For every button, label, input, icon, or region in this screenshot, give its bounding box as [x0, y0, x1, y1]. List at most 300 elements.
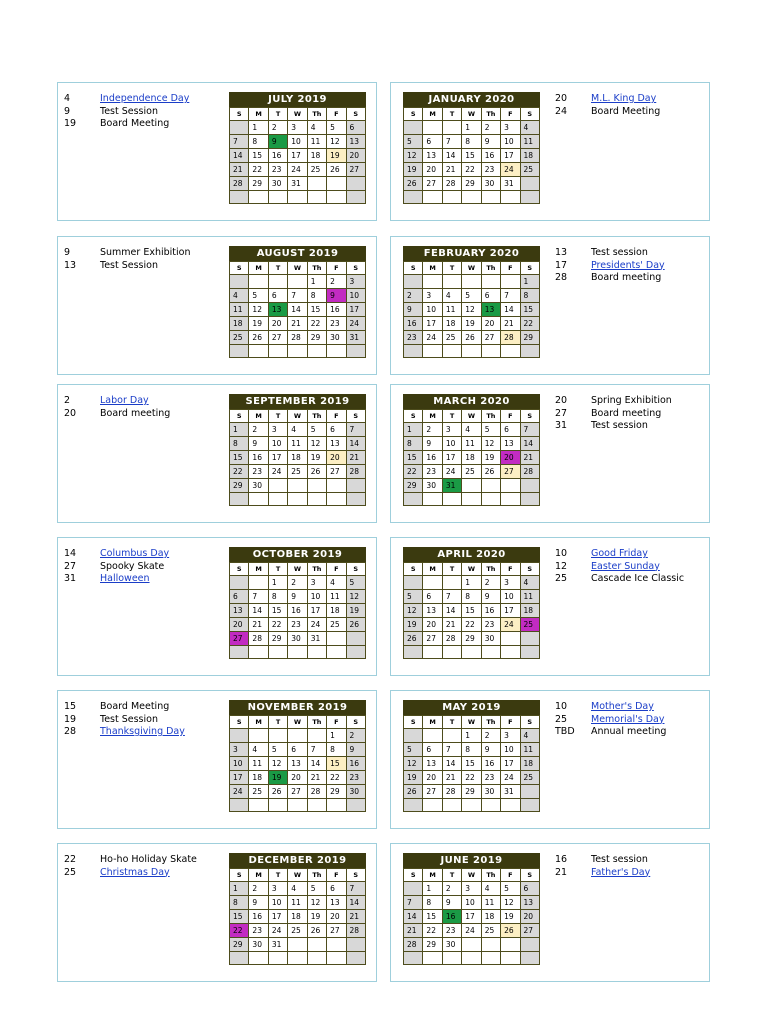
day-cell: 8: [404, 437, 423, 451]
day-cell: 19: [462, 317, 481, 331]
day-cell: 1: [327, 729, 346, 743]
day-cell: 3: [501, 121, 520, 135]
day-cell: 23: [288, 618, 307, 632]
event-link[interactable]: Halloween: [100, 573, 150, 584]
day-cell: [423, 952, 442, 965]
day-cell: [520, 799, 539, 812]
weekday-header: S: [230, 716, 249, 729]
day-cell: 12: [501, 896, 520, 910]
day-cell: 24: [268, 465, 287, 479]
day-cell: 6: [423, 135, 442, 149]
day-cell: [346, 938, 365, 952]
day-cell: 24: [423, 331, 442, 345]
month-panel: [390, 236, 710, 375]
day-cell: 21: [230, 163, 249, 177]
day-cell: 7: [346, 882, 365, 896]
day-cell: [230, 345, 249, 358]
day-cell: [327, 479, 346, 493]
event-date: 28: [555, 272, 568, 283]
day-cell: [327, 177, 346, 191]
day-cell: 9: [481, 743, 500, 757]
day-cell: 13: [346, 135, 365, 149]
day-cell: [288, 493, 307, 506]
day-cell: 29: [268, 632, 287, 646]
day-cell: [442, 646, 461, 659]
events-list: [64, 247, 190, 272]
day-cell: 26: [327, 163, 346, 177]
day-cell: [423, 493, 442, 506]
day-cell: [346, 345, 365, 358]
day-cell: 27: [268, 331, 287, 345]
day-cell: 22: [423, 924, 442, 938]
day-cell: [268, 479, 287, 493]
month-panel: [57, 537, 377, 676]
day-cell: 22: [404, 465, 423, 479]
event-link[interactable]: Columbus Day: [100, 548, 170, 559]
event-link[interactable]: Father's Day: [591, 866, 651, 878]
event-link[interactable]: Christmas Day: [100, 866, 170, 878]
day-cell: 11: [307, 135, 326, 149]
weekday-header: M: [423, 262, 442, 275]
day-cell: 17: [501, 604, 520, 618]
weekday-header: T: [268, 262, 287, 275]
day-cell: 12: [404, 149, 423, 163]
day-cell: 24: [268, 924, 287, 938]
day-cell: 24: [501, 771, 520, 785]
day-cell: 9: [442, 896, 461, 910]
day-cell: 23: [327, 317, 346, 331]
day-cell: 2: [404, 289, 423, 303]
day-cell: [268, 275, 287, 289]
day-cell: 24: [230, 785, 249, 799]
day-cell: 4: [327, 576, 346, 590]
weekday-header: Th: [481, 410, 500, 423]
day-cell: 14: [346, 437, 365, 451]
day-cell: 29: [462, 177, 481, 191]
day-cell: 23: [404, 331, 423, 345]
day-cell: [423, 646, 442, 659]
day-cell: 5: [404, 590, 423, 604]
day-cell: 26: [404, 177, 423, 191]
day-cell: 20: [327, 910, 346, 924]
day-cell: 13: [520, 896, 539, 910]
weekday-header: F: [327, 716, 346, 729]
event-item: [64, 867, 197, 880]
day-cell: [462, 275, 481, 289]
weekday-header: S: [346, 716, 365, 729]
event-link[interactable]: Independence Day: [100, 93, 190, 104]
day-cell: 30: [327, 331, 346, 345]
month-calendar: [229, 853, 366, 965]
day-cell: 8: [268, 590, 287, 604]
day-cell: [346, 632, 365, 646]
day-cell: 28: [442, 785, 461, 799]
weekday-header: W: [288, 262, 307, 275]
event-name: Spring Exhibition: [591, 395, 672, 406]
weekday-header: S: [520, 563, 539, 576]
month-calendar: [403, 853, 540, 965]
event-link[interactable]: Thanksgiving Day: [100, 726, 185, 737]
day-cell: 28: [501, 331, 520, 345]
day-cell: 11: [520, 135, 539, 149]
day-cell: 9: [423, 437, 442, 451]
day-cell: 24: [307, 618, 326, 632]
day-cell: 19: [404, 618, 423, 632]
event-link[interactable]: Memorial's Day: [591, 713, 665, 725]
month-panel: [390, 384, 710, 523]
event-item: [64, 714, 185, 727]
day-cell: 30: [481, 632, 500, 646]
day-cell: 17: [462, 910, 481, 924]
event-name: Board meeting: [100, 407, 171, 419]
weekday-header: S: [346, 410, 365, 423]
day-cell: 8: [307, 289, 326, 303]
day-cell: 23: [442, 924, 461, 938]
day-cell: 22: [230, 924, 249, 938]
day-cell: 7: [230, 135, 249, 149]
day-cell: 15: [462, 149, 481, 163]
day-cell: 22: [327, 771, 346, 785]
day-cell: [520, 632, 539, 646]
day-cell: 14: [230, 149, 249, 163]
event-name: Test Session: [100, 713, 158, 725]
weekday-header: Th: [307, 410, 326, 423]
events-list: [64, 701, 185, 739]
month-panel: [390, 537, 710, 676]
day-cell: 30: [346, 785, 365, 799]
day-cell: [346, 479, 365, 493]
day-cell: [249, 952, 268, 965]
event-date: 16: [555, 854, 568, 865]
day-cell: 22: [462, 163, 481, 177]
day-cell: 25: [327, 618, 346, 632]
day-cell: [249, 576, 268, 590]
day-cell: 2: [249, 423, 268, 437]
month-title: NOVEMBER 2019: [229, 700, 366, 715]
day-cell: 30: [288, 632, 307, 646]
weekday-header: F: [327, 262, 346, 275]
weekday-header: F: [501, 716, 520, 729]
day-cell: 26: [346, 618, 365, 632]
day-cell: 19: [481, 451, 500, 465]
day-cell: [327, 632, 346, 646]
day-cell: [346, 191, 365, 204]
day-cell: 7: [442, 135, 461, 149]
weekday-header: T: [268, 716, 287, 729]
day-cell: 9: [288, 590, 307, 604]
event-link[interactable]: Good Friday: [591, 548, 648, 559]
day-cell: [520, 952, 539, 965]
month-title: FEBRUARY 2020: [403, 246, 540, 261]
event-item: [64, 395, 170, 408]
day-cell: 13: [423, 604, 442, 618]
day-cell: 16: [481, 757, 500, 771]
day-cell: [268, 191, 287, 204]
weekday-header: T: [442, 563, 461, 576]
day-cell: 15: [462, 604, 481, 618]
weekday-header: S: [346, 262, 365, 275]
day-cell: [230, 729, 249, 743]
day-cell: 16: [423, 451, 442, 465]
day-grid: [403, 261, 540, 358]
day-cell: 8: [230, 896, 249, 910]
day-cell: 22: [462, 618, 481, 632]
day-cell: 7: [288, 289, 307, 303]
weekday-header: F: [501, 869, 520, 882]
day-cell: 7: [520, 423, 539, 437]
day-cell: 20: [346, 149, 365, 163]
weekday-header: T: [442, 716, 461, 729]
day-cell: [230, 646, 249, 659]
day-cell: 27: [327, 924, 346, 938]
month-panel: [57, 843, 377, 982]
day-cell: 3: [307, 576, 326, 590]
day-cell: 3: [268, 882, 287, 896]
day-cell: 4: [249, 743, 268, 757]
day-cell: [268, 729, 287, 743]
day-cell: 12: [307, 437, 326, 451]
event-link[interactable]: Mother's Day: [591, 701, 654, 712]
day-cell: [404, 345, 423, 358]
day-cell: 26: [404, 632, 423, 646]
day-cell: 12: [346, 590, 365, 604]
day-cell: [327, 646, 346, 659]
day-cell: 20: [423, 163, 442, 177]
day-cell: 6: [327, 882, 346, 896]
day-cell: 11: [462, 437, 481, 451]
day-cell: 14: [442, 757, 461, 771]
day-cell: 18: [249, 771, 268, 785]
weekday-header: S: [346, 108, 365, 121]
day-grid: [403, 562, 540, 659]
day-grid: [229, 562, 366, 659]
day-cell: 26: [501, 924, 520, 938]
day-cell: 12: [404, 757, 423, 771]
weekday-header: S: [404, 563, 423, 576]
day-cell: [288, 479, 307, 493]
day-cell: 9: [327, 289, 346, 303]
weekday-header: S: [346, 869, 365, 882]
day-cell: 28: [442, 632, 461, 646]
day-cell: 11: [520, 743, 539, 757]
month-calendar: [229, 394, 366, 506]
day-cell: 27: [520, 924, 539, 938]
day-cell: 9: [268, 135, 287, 149]
day-cell: [423, 121, 442, 135]
day-cell: [230, 191, 249, 204]
day-cell: 11: [481, 896, 500, 910]
day-cell: 3: [230, 743, 249, 757]
day-cell: [501, 952, 520, 965]
event-date: 17: [555, 259, 568, 271]
day-cell: 17: [442, 451, 461, 465]
day-cell: [462, 799, 481, 812]
month-calendar: [403, 547, 540, 659]
day-cell: 4: [481, 882, 500, 896]
day-grid: [403, 715, 540, 812]
day-cell: [307, 938, 326, 952]
weekday-header: S: [404, 108, 423, 121]
event-name: Board Meeting: [100, 118, 170, 129]
day-cell: [327, 493, 346, 506]
event-item: [64, 106, 189, 119]
event-item: [555, 561, 684, 574]
day-cell: 5: [307, 423, 326, 437]
day-cell: 15: [327, 757, 346, 771]
day-cell: [501, 646, 520, 659]
weekday-header: S: [520, 108, 539, 121]
day-cell: [346, 952, 365, 965]
weekday-header: T: [442, 262, 461, 275]
day-cell: 21: [442, 618, 461, 632]
event-date: 25: [64, 866, 77, 878]
event-date: 25: [555, 713, 568, 725]
day-cell: 31: [501, 177, 520, 191]
day-cell: 2: [423, 423, 442, 437]
day-cell: 26: [249, 331, 268, 345]
day-cell: 27: [288, 785, 307, 799]
day-cell: 14: [520, 437, 539, 451]
day-cell: 30: [481, 785, 500, 799]
event-item: [555, 420, 672, 433]
day-cell: 15: [462, 757, 481, 771]
month-title: DECEMBER 2019: [229, 853, 366, 868]
day-cell: 3: [423, 289, 442, 303]
weekday-header: W: [462, 563, 481, 576]
day-cell: 27: [230, 632, 249, 646]
event-date: 24: [555, 105, 568, 117]
day-cell: [462, 493, 481, 506]
day-cell: [307, 493, 326, 506]
event-name: Test Session: [100, 259, 158, 271]
day-cell: 31: [268, 938, 287, 952]
day-cell: 16: [327, 303, 346, 317]
day-cell: 21: [442, 163, 461, 177]
day-cell: [462, 646, 481, 659]
day-cell: 13: [230, 604, 249, 618]
month-title: SEPTEMBER 2019: [229, 394, 366, 409]
weekday-header: F: [327, 108, 346, 121]
month-panel: [57, 384, 377, 523]
day-cell: 20: [520, 910, 539, 924]
day-cell: 28: [442, 177, 461, 191]
event-item: [555, 726, 666, 739]
day-cell: 20: [423, 618, 442, 632]
day-cell: 29: [520, 331, 539, 345]
event-item: [64, 260, 190, 273]
event-item: [64, 118, 189, 131]
weekday-header: S: [520, 869, 539, 882]
day-cell: 11: [442, 303, 461, 317]
day-cell: 4: [288, 423, 307, 437]
day-cell: 12: [307, 896, 326, 910]
event-item: [64, 854, 197, 867]
day-cell: 2: [346, 729, 365, 743]
day-cell: 19: [346, 604, 365, 618]
day-cell: 3: [462, 882, 481, 896]
weekday-header: F: [501, 410, 520, 423]
day-cell: [307, 952, 326, 965]
day-cell: 24: [462, 924, 481, 938]
day-cell: 20: [230, 618, 249, 632]
day-cell: 3: [346, 275, 365, 289]
day-cell: 28: [404, 938, 423, 952]
day-cell: 12: [481, 437, 500, 451]
day-cell: 5: [268, 743, 287, 757]
event-link[interactable]: Easter Sunday: [591, 560, 660, 572]
event-date: 27: [64, 560, 77, 572]
day-cell: [481, 275, 500, 289]
day-cell: [288, 938, 307, 952]
events-list: [64, 548, 169, 586]
weekday-header: F: [327, 869, 346, 882]
weekday-header: T: [442, 410, 461, 423]
day-cell: [442, 576, 461, 590]
day-cell: 6: [501, 423, 520, 437]
day-cell: 14: [442, 149, 461, 163]
event-link[interactable]: Labor Day: [100, 395, 149, 406]
event-item: [64, 561, 169, 574]
month-panel: [57, 690, 377, 829]
day-cell: 9: [481, 590, 500, 604]
event-item: [64, 548, 169, 561]
events-list: [64, 854, 197, 879]
day-cell: 21: [346, 451, 365, 465]
day-cell: 2: [249, 882, 268, 896]
event-item: [555, 701, 666, 714]
day-cell: 23: [249, 465, 268, 479]
day-cell: [442, 121, 461, 135]
day-cell: 21: [307, 771, 326, 785]
event-date: 9: [64, 247, 71, 258]
event-date: 9: [64, 105, 71, 117]
day-cell: [327, 952, 346, 965]
day-cell: 29: [423, 938, 442, 952]
day-cell: 27: [501, 465, 520, 479]
weekday-header: Th: [481, 563, 500, 576]
event-date: 28: [64, 726, 77, 737]
day-cell: [481, 479, 500, 493]
weekday-header: F: [327, 410, 346, 423]
day-cell: 29: [249, 177, 268, 191]
day-cell: 7: [442, 743, 461, 757]
day-cell: [249, 729, 268, 743]
weekday-header: M: [249, 869, 268, 882]
day-cell: 17: [268, 451, 287, 465]
day-cell: 21: [288, 317, 307, 331]
event-link[interactable]: M.L. King Day: [591, 93, 657, 104]
weekday-header: S: [230, 262, 249, 275]
day-cell: [268, 799, 287, 812]
day-cell: [249, 191, 268, 204]
day-cell: [404, 882, 423, 896]
day-cell: 18: [288, 910, 307, 924]
day-cell: 31: [501, 785, 520, 799]
day-cell: [307, 799, 326, 812]
day-cell: [327, 191, 346, 204]
day-cell: 24: [442, 465, 461, 479]
day-cell: 25: [288, 924, 307, 938]
day-cell: 16: [249, 451, 268, 465]
day-cell: 18: [288, 451, 307, 465]
day-cell: [501, 632, 520, 646]
event-link[interactable]: Presidents' Day: [591, 259, 665, 271]
day-cell: 1: [462, 121, 481, 135]
month-calendar: [403, 246, 540, 358]
day-cell: [288, 345, 307, 358]
day-cell: 17: [288, 149, 307, 163]
day-cell: [501, 493, 520, 506]
